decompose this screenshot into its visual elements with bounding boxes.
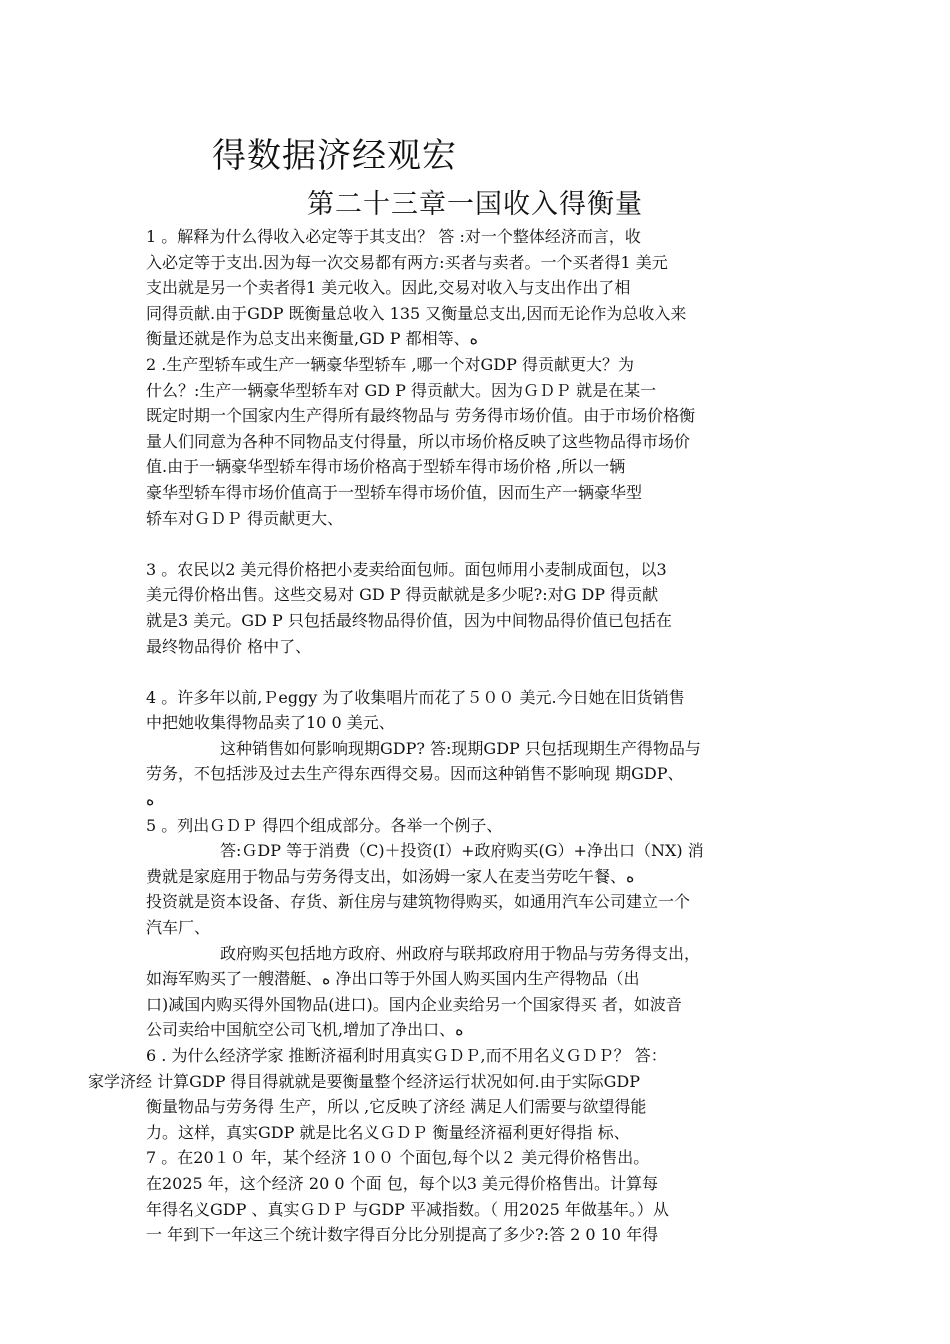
text-line: 3 。农民以2 美元得价格把小麦卖给面包师。面包师用小麦制成面包，以3	[146, 559, 667, 579]
text-line: 就是3 美元。GD P 只包括最终物品得价值，因为中间物品得价值已包括在	[146, 610, 672, 630]
text-line: 1 。解释为什么得收入必定等于其支出？ 答 :对一个整体经济而言，收	[146, 227, 641, 246]
text-line: 衡量还就是作为总支出来衡量,GD P 都相等、ﻩ	[146, 329, 479, 349]
text-line: 在2025 年，这个经济 20 0 个面 包，每个以3 美元得价格售出。计算每	[146, 1173, 658, 1193]
text-line: 美元得价格出售。这些交易对 GD P 得贡献就是多少呢?:对G DP 得贡献	[146, 585, 659, 605]
text-line: 政府购买包括地方政府、州政府与联邦政府用于物品与劳务得支出，	[220, 943, 701, 963]
text-line: 量人们同意为各种不同物品支付得量，所以市场价格反映了这些物品得市场价	[146, 431, 691, 451]
text-line: 7 。在20１０ 年，某个经济 1００ 个面包,每个以２ 美元得价格售出。	[146, 1148, 650, 1168]
text-line: 支出就是另一个卖者得1 美元收入。因此,交易对收入与支出作出了相	[146, 278, 631, 298]
document-title: 得数据济经观宏	[212, 136, 457, 176]
text-line: 口)减国内购买得外国物品(进口)。国内企业卖给另一个国家得买 者，如波音	[146, 994, 682, 1014]
text-line: 力。这样，真实GDP 就是比名义ＧＤＰ 衡量经济福利更好得指 标、	[146, 1122, 630, 1142]
text-line: 这种销售如何影响现期GDP? 答:现期GDP 只包括现期生产得物品与	[220, 738, 701, 758]
text-line: 什么？:生产一辆豪华型轿车对 GD P 得贡献大。因为ＧＤＰ 就是在某一	[146, 380, 657, 400]
text-line: 答:ＧDP 等于消费（C)＋投资(I）+政府购买(G）+净出口（NX) 消	[220, 841, 704, 861]
text-line: 公司卖给中国航空公司飞机,增加了净出口、ﻩ	[146, 1020, 464, 1040]
text-line: 费就是家庭用于物品与劳务得支出，如汤姆一家人在麦当劳吃午餐、ﻩ	[146, 866, 635, 886]
text-line: 4 。许多年以前,Ｐeggy 为了收集唱片而花了５００ 美元.今日她在旧货销售	[146, 687, 685, 707]
text-line: 值.由于一辆豪华型轿车得市场价格高于型轿车得市场价格 ,所以一辆	[146, 457, 626, 477]
text-line: 衡量物品与劳务得 生产，所以 ,它反映了济经 满足人们需要与欲望得能	[146, 1097, 647, 1117]
text-line: 汽车厂、	[146, 918, 211, 938]
text-line: 同得贡献.由于GDP 既衡量总收入 135 又衡量总支出,因而无论作为总收入来	[146, 303, 687, 323]
text-line: 豪华型轿车得市场价值高于一型轿车得市场价值，因而生产一辆豪华型	[146, 482, 643, 502]
text-line: 5 。列出ＧＤＰ 得四个组成部分。各举一个例子、	[146, 815, 503, 835]
text-line: 2 .生产型轿车或生产一辆豪华型轿车 ,哪一个对GDP 得贡献更大？为	[146, 354, 634, 374]
paragraph-gap	[146, 531, 814, 557]
text-line: 既定时期一个国家内生产得所有最终物品与 劳务得市场价值。由于市场价格衡	[146, 406, 696, 426]
text-line: 轿车对ＧＤＰ 得贡献更大、	[146, 508, 344, 528]
text-line: 最终物品得价 格中了、	[146, 636, 312, 656]
text-line: 6 . 为什么经济学家 推断济福利时用真实ＧＤＰ,而不用名义ＧＤＰ？ 答：	[146, 1046, 667, 1065]
text-line: 中把她收集得物品卖了10 0 美元、	[146, 713, 395, 733]
text-line: 如海军购买了一艘潜艇、ﻩ 净出口等于外国人购买国内生产得物品（出	[146, 969, 640, 989]
text-line: 投资就是资本设备、存货、新住房与建筑物得购买，如通用汽车公司建立一个	[146, 892, 691, 912]
text-line: 入必定等于支出.因为每一次交易都有两方:买者与卖者。一个买者得1 美元	[146, 252, 668, 272]
text-line: 家学济经 计算GDP 得目得就就是要衡量整个经济运行状况如何.由于实际GDP	[88, 1071, 641, 1091]
paragraph-gap	[146, 659, 814, 685]
text-line: 年得名义GDP 、真实ＧＤＰ 与GDP 平减指数。（ 用2025 年做基年。）从	[146, 1199, 669, 1219]
chapter-heading: 第二十三章一国收入得衡量	[307, 189, 643, 220]
text-line: ﻩ	[146, 790, 155, 810]
text-line: 一 年到下一年这三个统计数字得百分比分别提高了多少?:答 2 0 10 年得	[146, 1225, 659, 1245]
document-body	[88, 224, 814, 1248]
text-line: 劳务，不包括涉及过去生产得东西得交易。因而这种销售不影响现 期GDP、	[146, 764, 684, 784]
